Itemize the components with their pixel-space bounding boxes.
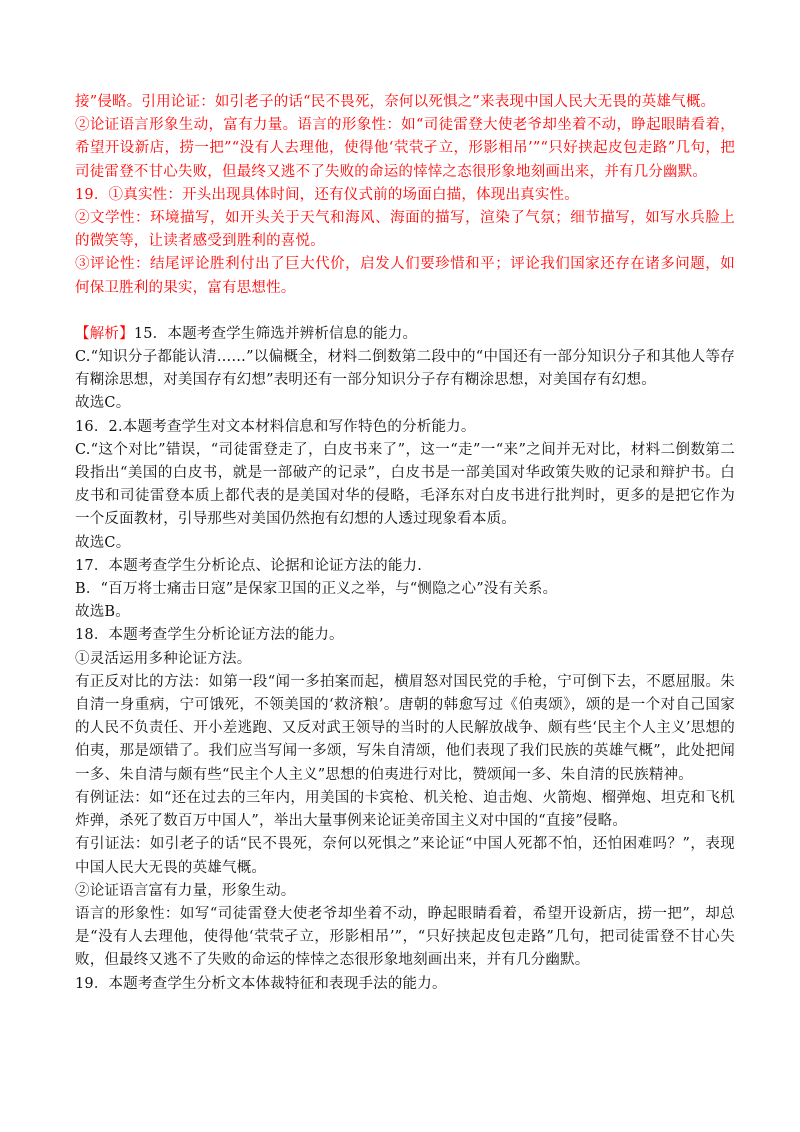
analysis-paragraph: 语言的形象性：如写“司徒雷登大使老爷却坐着不动，睁起眼睛看着，希望开设新店，捞一把”，却总是“没有人去理他，使得他‘茕茕孑立，形影相吊’”，“只好挟起皮包走路”几句，把司徒雷登不甘心失败，但最终又逃不了失败的命运的悻悻之态很形象地刻画出来，并有几分幽默。 xyxy=(75,905,735,969)
analysis-heading xyxy=(75,323,735,346)
analysis-paragraph: 故选C。 xyxy=(75,395,131,412)
answer-paragraph: ②论证语言形象生动，富有力量。语言的形象性：如“司徒雷登大使老爷却坐着不动，睁起眼睛看着，希望开设新店，捞一把”“没有人去理他，使得他‘茕茕孑立，形影相吊’”“只好挟起皮包走路”几句，把司徒雷登不甘心失败，但最终又逃不了失败的命运的悻悻之态很形象地刻画出来，并有几分幽默。 xyxy=(75,117,735,180)
analysis-paragraph: 有例证法：如“还在过去的三年内，用美国的卡宾枪、机关枪、迫击炮、火箭炮、榴弹炮、坦克和飞机炸弹，杀死了数百万中国人”，举出大量事例来论证美帝国主义对中国的“直接”侵略。 xyxy=(75,789,735,830)
analysis-tag: 【解析】 xyxy=(75,325,134,342)
analysis-paragraph: ②论证语言富有力量，形象生动。 xyxy=(75,882,296,899)
section-gap xyxy=(75,300,735,323)
analysis-first-line: 15．本题考查学生筛选并辨析信息的能力。 xyxy=(133,325,418,342)
analysis-paragraph: 故选B。 xyxy=(75,604,130,621)
analysis-paragraph: 16．2.本题考查学生对文本材料信息和写作特色的分析能力。 xyxy=(75,418,476,435)
analysis-paragraph: C.“这个对比”错误，“司徒雷登走了，白皮书来了”，这一“走”一“来”之间并无对比，材料二倒数第二段指出“美国的白皮书，就是一部破产的记录”，白皮书是一部美国对华政策失败的记录和辩护书。白皮书和司徒雷登本质上都代表的是美国对华的侵略，毛泽东对白皮书进行批判时，更多的是把它作为一个反面教材，引导那些对美国仍然抱有幻想的人透过现象看本质。 xyxy=(75,441,735,528)
answer-paragraph: ②文学性：环境描写，如开头关于天气和海风、海面的描写，渲染了气氛；细节描写，如写水兵脸上的微笑等，让读者感受到胜利的喜悦。 xyxy=(75,210,735,250)
answer-paragraph: 19．①真实性：开头出现具体时间，还有仪式前的场面白描，体现出真实性。 xyxy=(75,186,579,203)
answer-paragraph: ③评论性：结尾评论胜利付出了巨大代价，启发人们要珍惜和平；评论我们国家还存在诸多问题，如何保卫胜利的果实，富有思想性。 xyxy=(75,256,735,296)
document-page xyxy=(75,91,735,996)
answer-paragraph: 接”侵略。引用论证：如引老子的话“民不畏死，奈何以死惧之”来表现中国人民大无畏的英雄气概。 xyxy=(75,94,716,110)
analysis-paragraph: 19．本题考查学生分析文本体裁特征和表现手法的能力。 xyxy=(75,975,447,992)
analysis-paragraph: 17．本题考查学生分析论点、论据和论证方法的能力. xyxy=(75,557,423,574)
answer-block xyxy=(75,91,735,300)
analysis-paragraph: B．“百万将士痛击日寇”是保家卫国的正义之举，与“恻隐之心”没有关系。 xyxy=(75,581,558,598)
analysis-block xyxy=(75,323,735,996)
analysis-paragraph: 有引证法：如引老子的话“民不畏死，奈何以死惧之”来论证“中国人死都不怕，还怕困难吗？”，表现中国人民大无畏的英雄气概。 xyxy=(75,836,735,876)
analysis-paragraph: 有正反对比的方法：如第一段“闻一多拍案而起，横眉怒对国民党的手枪，宁可倒下去，不愿屈服。朱自清一身重病，宁可饿死，不领美国的‘救济粮’。唐朝的韩愈写过《伯夷颂》，颂的是一个对自己国家的人民不负责任、开小差逃跑、又反对武王领导的当时的人民解放战争、颇有些‘民主个人主义’思想的伯夷，那是颂错了。我们应当写闻一多颂，写朱自清颂，他们表现了我们民族的英雄气概”，此处把闻一多、朱自清与颇有些“民主个人主义”思想的伯夷进行对比，赞颂闻一多、朱自清的民族精神。 xyxy=(75,673,735,783)
analysis-paragraph: 故选C。 xyxy=(75,534,131,551)
analysis-paragraph: 18．本题考查学生分析论证方法的能力。 xyxy=(75,627,344,644)
analysis-paragraph: C.“知识分子都能认清……”以偏概全，材料二倒数第二段中的“中国还有一部分知识分子和其他人等存有糊涂思想，对美国存有幻想”表明还有一部分知识分子存有糊涂思想，对美国存有幻想。 xyxy=(75,349,735,389)
analysis-paragraph: ①灵活运用多种论证方法。 xyxy=(75,650,252,667)
